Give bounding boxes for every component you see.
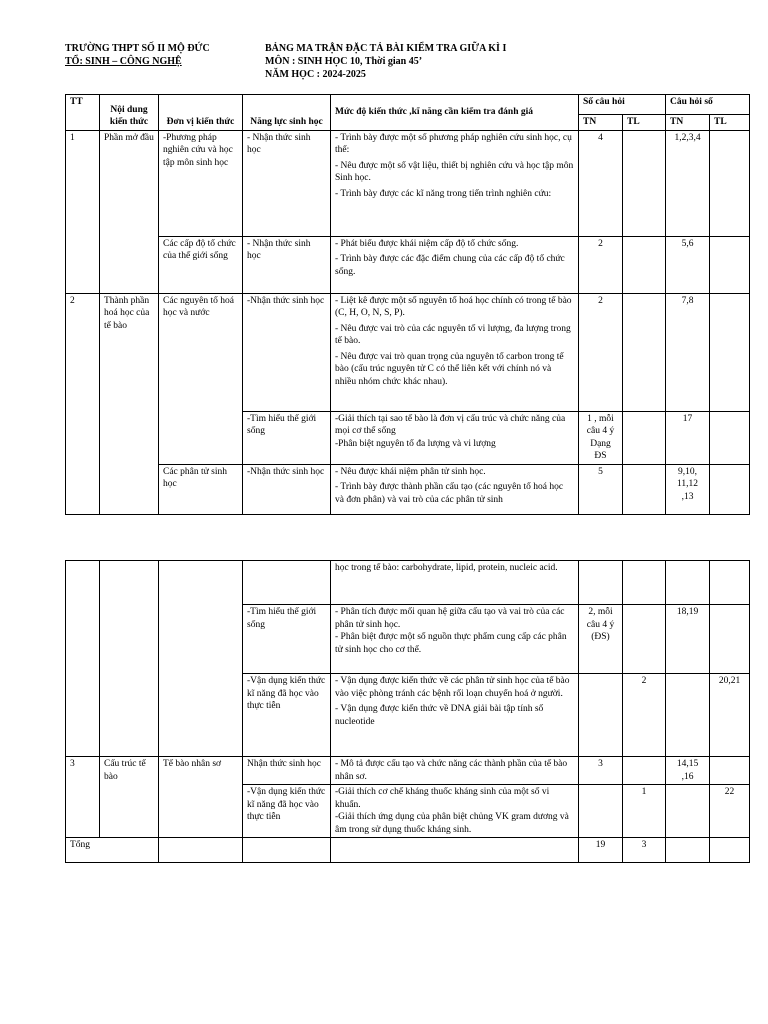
- qnum-tl-cell: [710, 236, 750, 293]
- level-line: - Nêu được một số vật liệu, thiết bị nghiên cứu và học tập môn Sinh học.: [335, 160, 574, 183]
- level-cell: [331, 838, 579, 863]
- level-line: - Nêu được khái niệm phân tử sinh học.: [335, 466, 486, 477]
- header-content: Nội dung kiến thức: [100, 95, 159, 131]
- count-tl-cell: [623, 605, 666, 674]
- level-cell: [331, 674, 579, 757]
- level-line: - Vận dụng được kiến thức về các phân tử sinh học của tế bào vào việc phòng tránh các bệnh rối loạn chuyển hoá ở người.: [335, 676, 570, 699]
- total-label: Tổng: [66, 838, 159, 863]
- competency-cell: -Tìm hiểu thế giới sống: [243, 411, 331, 464]
- unit-cell: [159, 561, 243, 757]
- unit-cell: Tế bào nhân sơ: [159, 757, 243, 838]
- count-tn-cell: 2, mỗi câu 4 ý (ĐS): [579, 605, 623, 674]
- count-tn-cell: [579, 785, 623, 838]
- count-tl-cell: [623, 757, 666, 785]
- unit-cell: Các cấp độ tổ chức của thế giới sống: [159, 236, 243, 293]
- qnum-tn-cell: 9,10, 11,12 ,13: [666, 464, 710, 514]
- row-index: [66, 561, 100, 757]
- qnum-tn-cell: 14,15 ,16: [666, 757, 710, 785]
- school-info: [65, 42, 255, 68]
- competency-cell: Nhận thức sinh học: [243, 757, 331, 785]
- competency-cell: [243, 561, 331, 605]
- header-count-tn: TN: [579, 115, 623, 131]
- count-tn-cell: 4: [579, 130, 623, 236]
- total-tn: 19: [579, 838, 623, 863]
- count-tl-cell: [623, 411, 666, 464]
- table-row: [66, 757, 750, 785]
- table-row: [66, 561, 750, 605]
- count-tn-cell: 5: [579, 464, 623, 514]
- total-tl: 3: [623, 838, 666, 863]
- level-line: - Nêu được vai trò của các nguyên tố vi lượng, đa lượng trong tế bào.: [335, 323, 571, 346]
- level-cell: [331, 464, 579, 514]
- count-tl-cell: [623, 236, 666, 293]
- qnum-tn-cell: [666, 674, 710, 757]
- level-line: - Trình bày được các kĩ năng trong tiến trình nghiên cứu:: [335, 188, 552, 199]
- qnum-tn-cell: [666, 561, 710, 605]
- competency-cell: [243, 838, 331, 863]
- level-line: -Phân biệt nguyên tố đa lượng và vi lượng: [335, 438, 496, 449]
- count-tn-cell: 1 , mỗi câu 4 ý Dạng ĐS: [579, 411, 623, 464]
- level-cell: [331, 785, 579, 838]
- qnum-tl-cell: [710, 293, 750, 411]
- row-index: 1: [66, 130, 100, 293]
- department-name: TỔ: SINH – CÔNG NGHỆ: [65, 56, 182, 67]
- competency-cell: - Nhận thức sinh học: [243, 236, 331, 293]
- level-cell: [331, 236, 579, 293]
- document-title: BẢNG MA TRẬN ĐẶC TẢ BÀI KIỂM TRA GIỮA KÌ I: [265, 43, 507, 54]
- level-line: - Vận dụng được kiến thức về DNA giải bài tập tính số nucleotide: [335, 704, 544, 727]
- count-tn-cell: 3: [579, 757, 623, 785]
- qnum-tl-cell: [710, 561, 750, 605]
- count-tl-cell: [623, 561, 666, 605]
- header-count-tl: TL: [623, 115, 666, 131]
- count-tl-cell: 2: [623, 674, 666, 757]
- qnum-tl-cell: [710, 757, 750, 785]
- unit-cell: -Phương pháp nghiên cứu và học tập môn sinh học: [159, 130, 243, 236]
- level-line: - Nêu được vai trò quan trọng của nguyên tố carbon trong tế bào (cấu trúc nguyên tử C có thể liên kết với chính nó và nhiều nhóm chức khác nhau).: [335, 351, 564, 387]
- qnum-tl-cell: [710, 464, 750, 514]
- content-cell: Thành phần hoá học của tế bào: [100, 293, 159, 514]
- qnum-tl-cell: 20,21: [710, 674, 750, 757]
- level-line: -Giải thích cơ chế kháng thuốc kháng sinh của một số vi khuẩn.: [335, 787, 550, 810]
- table-row: [66, 236, 750, 293]
- count-tl-cell: [623, 130, 666, 236]
- competency-cell: -Vận dụng kiến thức kĩ năng đã học vào thực tiễn: [243, 785, 331, 838]
- level-line: - Liệt kê được một số nguyên tố hoá học chính có trong tế bào (C, H, O, N, S, P).: [335, 295, 572, 318]
- qnum-tn-cell: 1,2,3,4: [666, 130, 710, 236]
- unit-cell: [159, 838, 243, 863]
- header-question-number: Câu hỏi số: [666, 95, 750, 115]
- level-cell: [331, 411, 579, 464]
- level-line: - Phát biểu được khái niệm cấp độ tổ chức sống.: [335, 238, 519, 249]
- competency-cell: -Nhận thức sinh học: [243, 293, 331, 411]
- count-tn-cell: 2: [579, 293, 623, 411]
- school-name: TRƯỜNG THPT SỐ II MỘ ĐỨC: [65, 43, 210, 54]
- table-row: [66, 130, 750, 236]
- content-cell: [100, 561, 159, 757]
- level-line: -Giải thích tại sao tế bào là đơn vị cấu trúc và chức năng của mọi cơ thể sống: [335, 413, 566, 436]
- competency-cell: -Tìm hiểu thế giới sống: [243, 605, 331, 674]
- level-line: - Phân tích được mối quan hệ giữa cấu tạo và vai trò của các phân tử sinh học.: [335, 607, 565, 630]
- count-tl-cell: [623, 293, 666, 411]
- unit-cell: Các nguyên tố hoá học và nước: [159, 293, 243, 464]
- header-question-count: Số câu hỏi: [579, 95, 666, 115]
- count-tn-cell: 2: [579, 236, 623, 293]
- level-line: - Phân biệt được một số nguồn thực phẩm cung cấp các phân tử sinh học cho cơ thể.: [335, 632, 567, 655]
- header-qnum-tn: TN: [666, 115, 710, 131]
- qnum-tn-cell: 18,19: [666, 605, 710, 674]
- level-cell: học trong tế bào: carbohydrate, lipid, protein, nucleic acid.: [331, 561, 579, 605]
- table-row: [66, 464, 750, 514]
- qnum-tl-cell: [710, 838, 750, 863]
- header-tt: TT: [66, 95, 100, 131]
- subject-line: MÔN : SINH HỌC 10, Thời gian 45’: [265, 56, 423, 67]
- count-tn-cell: [579, 561, 623, 605]
- level-line: - Trình bày được các đặc điểm chung của các cấp độ tổ chức sống.: [335, 254, 565, 277]
- header-competency: Năng lực sinh học: [243, 95, 331, 131]
- level-line: -Giải thích ứng dụng của phân biệt chủng VK gram dương và âm trong sử dụng thuốc kháng sinh.: [335, 812, 569, 835]
- level-cell: [331, 293, 579, 411]
- qnum-tn-cell: [666, 785, 710, 838]
- matrix-table-part-1: [65, 94, 750, 515]
- header-unit: Đơn vị kiến thức: [159, 95, 243, 131]
- level-cell: - Mô tả được cấu tạo và chức năng các thành phần của tế bào nhân sơ.: [331, 757, 579, 785]
- count-tn-cell: [579, 674, 623, 757]
- document-title-block: [265, 42, 665, 81]
- table-row: [66, 293, 750, 411]
- competency-cell: - Nhận thức sinh học: [243, 130, 331, 236]
- level-line: - Trình bày được một số phương pháp nghiên cứu sinh học, cụ thể:: [335, 132, 572, 155]
- qnum-tn-cell: 7,8: [666, 293, 710, 411]
- competency-cell: -Vận dụng kiến thức kĩ năng đã học vào thực tiễn: [243, 674, 331, 757]
- competency-cell: -Nhận thức sinh học: [243, 464, 331, 514]
- qnum-tl-cell: [710, 605, 750, 674]
- level-line: - Trình bày được thành phần cấu tạo (các nguyên tố hoá học và đơn phân) và vai trò của các phân tử sinh: [335, 482, 564, 505]
- qnum-tl-cell: 22: [710, 785, 750, 838]
- count-tl-cell: [623, 464, 666, 514]
- header-level: Mức độ kiến thức ,kĩ năng cần kiểm tra đánh giá: [331, 95, 579, 131]
- row-index: 3: [66, 757, 100, 838]
- content-cell: Phần mở đầu: [100, 130, 159, 293]
- qnum-tn-cell: [666, 838, 710, 863]
- count-tl-cell: 1: [623, 785, 666, 838]
- unit-cell: Các phân tử sinh học: [159, 464, 243, 514]
- matrix-table-part-2: [65, 560, 750, 863]
- qnum-tl-cell: [710, 130, 750, 236]
- school-year: NĂM HỌC : 2024-2025: [265, 69, 366, 80]
- qnum-tn-cell: 5,6: [666, 236, 710, 293]
- level-cell: [331, 605, 579, 674]
- header-qnum-tl: TL: [710, 115, 750, 131]
- level-cell: [331, 130, 579, 236]
- qnum-tl-cell: [710, 411, 750, 464]
- content-cell: Cấu trúc tế bào: [100, 757, 159, 838]
- total-row: [66, 838, 750, 863]
- row-index: 2: [66, 293, 100, 514]
- qnum-tn-cell: 17: [666, 411, 710, 464]
